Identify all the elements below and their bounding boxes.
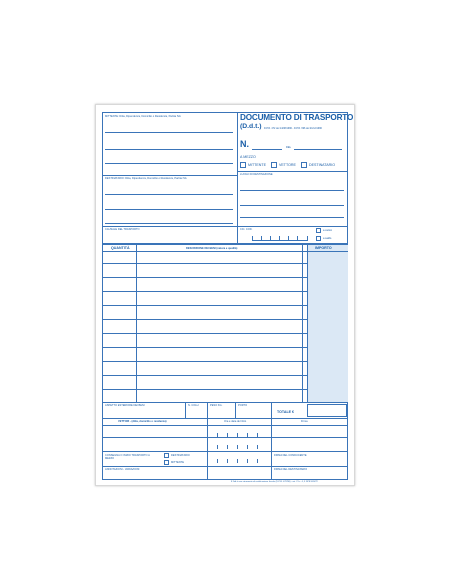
time-tick <box>247 445 248 449</box>
document-subtitle: (D.d.t.) <box>240 123 262 130</box>
consegna-row <box>102 466 348 467</box>
transport-reason-label: CAUSALE DEL TRASPORTO <box>105 228 140 231</box>
table-row <box>102 389 307 390</box>
vettori-divider <box>271 418 272 451</box>
document-title: DOCUMENTO DI TRASPORTO <box>240 113 354 122</box>
destination-line <box>240 190 344 191</box>
table-header-underline <box>102 251 348 252</box>
col-descrizione: DESCRIZIONE DEI BENI (natura e qualità) <box>186 247 238 250</box>
a-mezzo-label: A MEZZO <box>240 155 256 159</box>
table-row <box>102 333 307 334</box>
table-row <box>102 375 307 376</box>
destination-place-label: LUOGO DI DESTINAZIONE <box>240 173 273 176</box>
ora-data-label: Ora e data del ritiro <box>224 420 247 423</box>
annotazioni-label: ANNOTAZIONI - VARIAZIONI <box>105 468 140 471</box>
time-tick <box>247 459 248 463</box>
consegna-label: CONSEGNA O INIZIO TRASPORTO A MEZZO <box>105 454 150 461</box>
time-tick <box>257 433 258 437</box>
footer-divider <box>271 402 272 418</box>
a-carico-label: a carico <box>323 229 333 232</box>
transport-document-sheet <box>95 104 355 486</box>
header-separator <box>102 175 237 176</box>
time-tick <box>237 433 238 437</box>
totale-label: TOTALE € <box>277 410 295 414</box>
opt-mittente2-label: MITTENTE <box>171 461 184 464</box>
opt-vettore-label: VETTORE <box>279 163 296 167</box>
time-tick <box>227 445 228 449</box>
time-tick <box>237 445 238 449</box>
cod-label: CIC. COD. <box>240 228 253 231</box>
col-quantita: QUANTITÀ <box>111 246 130 250</box>
firma-destinatario-label: FIRMA DEL DESTINATARIO <box>274 468 308 471</box>
footer-divider <box>235 402 236 418</box>
cod-tick <box>279 236 280 240</box>
table-row <box>102 277 307 278</box>
cod-tick <box>288 236 289 240</box>
number-field[interactable] <box>252 149 282 150</box>
col-importo: IMPORTO <box>315 246 332 250</box>
destination-line <box>240 205 344 206</box>
legal-reference: D.P.R. 472 del 14/08/1996 - D.P.R. 696 del 21/12/1996 <box>264 127 322 130</box>
vettori-row <box>102 425 348 426</box>
vettori-divider <box>207 418 208 451</box>
cod-tick <box>270 236 271 240</box>
table-row <box>102 291 307 292</box>
cod-tick <box>261 236 262 240</box>
table-row <box>102 305 307 306</box>
cod-tick <box>252 236 253 240</box>
importo-column-shade <box>307 245 348 402</box>
cod-tick <box>307 236 308 240</box>
cod-tick <box>297 236 298 240</box>
date-label: DEL <box>286 146 292 149</box>
footer-separator <box>102 418 348 419</box>
destinatario-line <box>105 209 233 210</box>
opt-mittente-label: MITTENTE <box>248 163 266 167</box>
time-tick <box>227 433 228 437</box>
a-saldo-label: a saldo <box>323 237 332 240</box>
firma-label: Firma <box>301 420 308 423</box>
time-tick <box>217 459 218 463</box>
vettore-checkbox[interactable] <box>271 162 277 168</box>
time-tick <box>247 433 248 437</box>
mittente-checkbox[interactable] <box>240 162 246 168</box>
table-row <box>102 361 307 362</box>
aspetto-label: ASPETTO ESTERIORE DEI BENI <box>105 404 145 407</box>
firma-conducente-label: FIRMA DEL CONDUCENTE <box>274 454 307 457</box>
vettori-row <box>102 437 348 438</box>
date-field[interactable] <box>294 149 342 150</box>
a-saldo-checkbox[interactable] <box>316 236 321 241</box>
time-tick <box>217 433 218 437</box>
footer-divider <box>185 402 186 418</box>
table-row <box>102 263 307 264</box>
colli-label: N. COLLI <box>188 404 199 407</box>
header-divider <box>237 112 238 243</box>
col-divider <box>136 245 137 402</box>
cod-field[interactable] <box>252 240 308 241</box>
opt-destinatario-label: DESTINATARIO <box>309 163 336 167</box>
consegna-destinatario-checkbox[interactable] <box>164 453 169 458</box>
peso-label: PESO KG. <box>210 404 223 407</box>
number-label: N. <box>240 139 249 149</box>
time-tick <box>257 445 258 449</box>
mittente-line <box>105 132 233 133</box>
vettori-row <box>102 451 348 452</box>
mittente-line <box>105 149 233 150</box>
header-separator <box>102 226 348 227</box>
time-tick <box>257 459 258 463</box>
header-separator <box>237 171 348 172</box>
mittente-label: MITTENTE: Ditta, Dipendenza, Domicilio o Residenza, Partita IVA <box>105 115 181 118</box>
a-carico-checkbox[interactable] <box>316 228 321 233</box>
table-row <box>102 347 307 348</box>
porto-label: PORTO <box>238 404 248 407</box>
col-divider <box>307 245 308 402</box>
destinatario-checkbox[interactable] <box>301 162 307 168</box>
consegna-mittente-checkbox[interactable] <box>164 460 169 465</box>
totale-field[interactable] <box>307 404 347 417</box>
footer-divider <box>207 402 208 418</box>
destinatario-label: DESTINATARIO: Ditta, Dipendenza, Domicilio o Residenza, Partita IVA <box>105 177 187 180</box>
destinatario-line <box>105 223 233 224</box>
destinatario-line <box>105 194 233 195</box>
destination-line <box>240 217 344 218</box>
table-bottom-border <box>102 402 348 403</box>
table-row <box>102 319 307 320</box>
vettori-label: VETTORI - (ditta, domicilio o residenza) <box>118 420 167 423</box>
time-tick <box>227 459 228 463</box>
time-tick <box>237 459 238 463</box>
mittente-line <box>105 163 233 164</box>
opt-destinatario2-label: DESTINATARIO <box>171 454 190 457</box>
col-divider <box>302 245 303 402</box>
footer-note: Il Ddt è uno strumento di certificazione fiscale (D.P.R. 472/96) - art. 21 c. 4, 3 DPR 633/72 <box>231 481 318 483</box>
time-tick <box>217 445 218 449</box>
